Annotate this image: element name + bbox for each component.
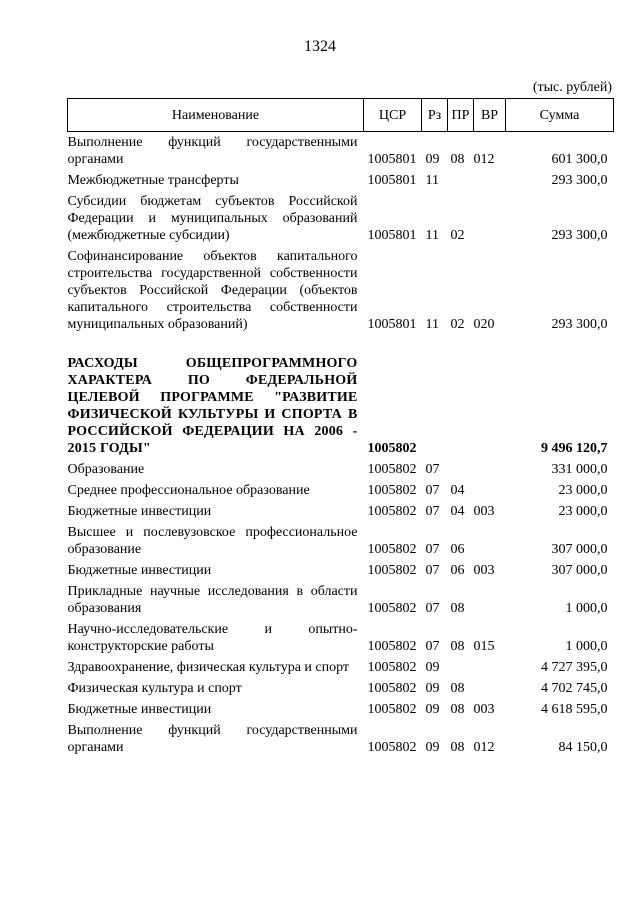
units-note: (тыс. рублей) [532, 80, 612, 95]
column-header-csr: ЦСР [364, 99, 422, 132]
row-name: Бюджетные инвестиции [67, 504, 212, 519]
row-vr [474, 522, 506, 560]
row-vr: 012 [473, 152, 495, 167]
row-rz: 07 [425, 639, 440, 654]
table-row [68, 720, 614, 758]
row-vr [474, 657, 506, 678]
row-pr [448, 353, 474, 459]
row-sum: 23 000,0 [558, 483, 608, 498]
row-csr: 1005802 [367, 702, 417, 717]
row-pr [448, 459, 474, 480]
row-sum: 23 000,0 [558, 504, 608, 519]
row-rz: 09 [425, 740, 440, 755]
table-section-row [68, 353, 614, 459]
row-sum: 9 496 120,7 [541, 441, 608, 456]
row-sum: 293 300,0 [551, 317, 608, 332]
row-rz: 11 [425, 317, 439, 332]
table-row [68, 699, 614, 720]
row-csr: 1005802 [367, 542, 417, 557]
table-header-row [68, 99, 614, 132]
row-rz: 07 [425, 462, 440, 477]
row-pr: 08 [450, 740, 465, 755]
row-rz: 07 [425, 563, 440, 578]
row-csr: 1005801 [367, 228, 417, 243]
row-pr: 02 [450, 317, 465, 332]
row-rz: 07 [425, 542, 440, 557]
table-row [68, 657, 614, 678]
row-name: Здравоохранение, физическая культура и спорт [67, 660, 350, 675]
table-row [68, 619, 614, 657]
row-name: Бюджетные инвестиции [67, 563, 212, 578]
row-pr: 06 [450, 542, 465, 557]
row-sum: 4 702 745,0 [541, 681, 608, 696]
row-name: Выполнение функций государственными органами [67, 723, 358, 755]
row-csr: 1005802 [367, 601, 417, 616]
row-vr [474, 170, 506, 191]
row-rz: 09 [425, 152, 440, 167]
row-name: Среднее профессиональное образование [67, 483, 310, 498]
row-csr: 1005802 [367, 441, 417, 456]
row-rz: 11 [425, 228, 439, 243]
row-rz: 11 [425, 173, 439, 188]
row-name: Выполнение функций государственными органами [67, 135, 358, 167]
row-sum: 307 000,0 [551, 542, 608, 557]
row-name: Субсидии бюджетам субъектов Российской Федерации и муниципальных образований (межбюджетные субсидии) [67, 194, 358, 243]
row-sum: 4 727 395,0 [541, 660, 608, 675]
budget-table [67, 98, 614, 758]
row-vr: 003 [473, 702, 495, 717]
column-header-sum: Сумма [506, 99, 614, 132]
row-pr [448, 170, 474, 191]
section-name: РАСХОДЫ ОБЩЕПРОГРАММНОГО ХАРАКТЕРА ПО ФЕДЕРАЛЬНОЙ ЦЕЛЕВОЙ ПРОГРАММЕ "РАЗВИТИЕ ФИЗИЧЕСКОЙ КУЛЬТУРЫ И СПОРТА В РОССИЙСКОЙ ФЕДЕРАЦИИ НА 2006 - 2015 ГОДЫ" [67, 356, 358, 456]
row-sum: 293 300,0 [551, 228, 608, 243]
row-name: Софинансирование объектов капитального строительства государственной собственности субъектов Российской Федерации (объектов капитального строительства собственности муниципальных образований) [67, 249, 358, 332]
row-sum: 331 000,0 [551, 462, 608, 477]
row-pr: 08 [450, 639, 465, 654]
table-row [68, 480, 614, 501]
row-csr: 1005802 [367, 740, 417, 755]
row-sum: 307 000,0 [551, 563, 608, 578]
page-number: 1324 [304, 38, 336, 55]
table-row [68, 560, 614, 581]
table-row [68, 132, 614, 171]
row-vr: 020 [473, 317, 495, 332]
row-name: Высшее и послевузовское профессиональное образование [67, 525, 358, 557]
row-rz: 07 [425, 483, 440, 498]
row-name: Научно-исследовательские и опытно-конструкторские работы [67, 622, 358, 654]
table-row [68, 678, 614, 699]
row-vr: 012 [473, 740, 495, 755]
column-header-pr: ПР [448, 99, 474, 132]
row-pr [448, 657, 474, 678]
row-vr: 015 [473, 639, 495, 654]
row-vr [474, 459, 506, 480]
row-name: Образование [67, 462, 145, 477]
row-pr: 02 [450, 228, 465, 243]
column-header-vr: ВР [474, 99, 506, 132]
row-csr: 1005801 [367, 317, 417, 332]
row-vr: 003 [473, 563, 495, 578]
row-sum: 1 000,0 [565, 601, 608, 616]
row-sum: 601 300,0 [551, 152, 608, 167]
row-vr [474, 480, 506, 501]
table-row [68, 501, 614, 522]
row-pr: 08 [450, 681, 465, 696]
row-csr: 1005802 [367, 483, 417, 498]
row-csr: 1005802 [367, 462, 417, 477]
table-row [68, 170, 614, 191]
table-row [68, 246, 614, 335]
column-header-rz: Рз [422, 99, 448, 132]
row-sum: 84 150,0 [558, 740, 608, 755]
row-name: Бюджетные инвестиции [67, 702, 212, 717]
table-row [68, 191, 614, 246]
row-csr: 1005802 [367, 681, 417, 696]
row-csr: 1005802 [367, 563, 417, 578]
row-sum: 1 000,0 [565, 639, 608, 654]
row-csr: 1005801 [367, 152, 417, 167]
row-vr [474, 581, 506, 619]
table-row [68, 522, 614, 560]
column-header-name: Наименование [68, 99, 364, 132]
row-pr: 08 [450, 152, 465, 167]
table-row [68, 581, 614, 619]
row-csr: 1005802 [367, 504, 417, 519]
row-name: Межбюджетные трансферты [67, 173, 239, 188]
row-pr: 08 [450, 702, 465, 717]
row-pr: 04 [450, 504, 465, 519]
row-name: Прикладные научные исследования в области образования [67, 584, 358, 616]
row-rz: 07 [425, 504, 440, 519]
row-pr: 04 [450, 483, 465, 498]
row-vr [474, 353, 506, 459]
row-sum: 293 300,0 [551, 173, 608, 188]
table-spacer-row [68, 335, 614, 353]
row-rz: 09 [425, 660, 440, 675]
row-name: Физическая культура и спорт [67, 681, 242, 696]
row-pr: 06 [450, 563, 465, 578]
row-vr [474, 191, 506, 246]
row-rz [422, 353, 448, 459]
row-sum: 4 618 595,0 [541, 702, 608, 717]
row-csr: 1005802 [367, 639, 417, 654]
row-pr: 08 [450, 601, 465, 616]
row-rz: 09 [425, 702, 440, 717]
row-rz: 07 [425, 601, 440, 616]
table-row [68, 459, 614, 480]
row-vr [474, 678, 506, 699]
row-csr: 1005802 [367, 660, 417, 675]
row-vr: 003 [473, 504, 495, 519]
row-rz: 09 [425, 681, 440, 696]
row-csr: 1005801 [367, 173, 417, 188]
